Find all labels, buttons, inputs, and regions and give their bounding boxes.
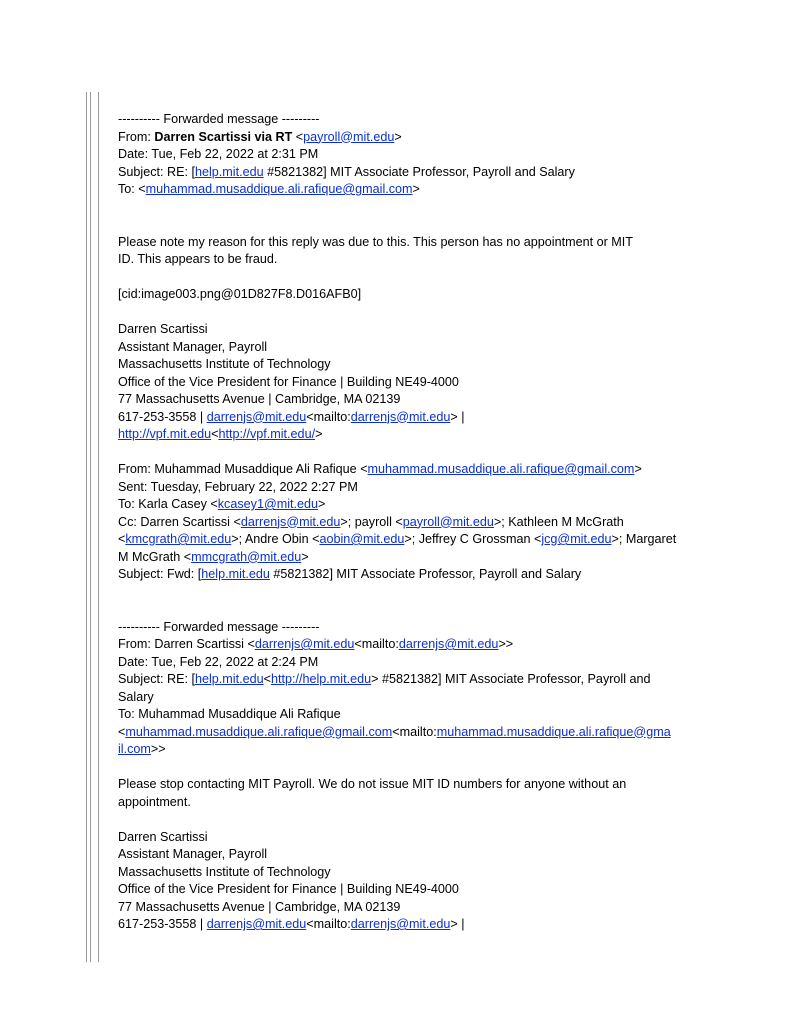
signature-office: Office of the Vice President for Finance | Building NE49-4000 <box>118 374 459 389</box>
sender-email-link[interactable]: muhammad.musaddique.ali.rafique@gmail.com <box>367 462 635 476</box>
cc-line: Cc: Darren Scartissi <darrenjs@mit.edu>; payroll <payroll@mit.edu>; Kathleen M McGrath <box>118 514 624 529</box>
signature-name: Darren Scartissi <box>118 322 208 336</box>
signature-contact: 617-253-3558 | darrenjs@mit.edu<mailto:darrenjs@mit.edu> | <box>118 917 465 931</box>
to-line: To: Muhammad Musaddique Ali Rafique <box>118 707 341 721</box>
help-link[interactable]: http://help.mit.edu <box>270 672 372 686</box>
recipient-email-link[interactable]: muhammad.musaddique.ali.rafique@gmail.com <box>145 182 413 196</box>
mailto-link[interactable]: darrenjs@mit.edu <box>350 917 451 931</box>
message-text: appointment. <box>118 794 191 809</box>
web-link[interactable]: http://vpf.mit.edu/ <box>218 427 316 441</box>
email-link[interactable]: darrenjs@mit.edu <box>206 409 307 424</box>
mailto-link[interactable]: muhammad.musaddique.ali.rafique@gma <box>436 724 671 739</box>
sent-line: Sent: Tuesday, February 22, 2022 2:27 PM <box>118 479 358 494</box>
to-line: To: <muhammad.musaddique.ali.rafique@gmail.com> <box>118 182 420 196</box>
cc-email-link[interactable]: kmcgrath@mit.edu <box>125 532 232 546</box>
subject-line: Subject: Fwd: [help.mit.edu #5821382] MIT Associate Professor, Payroll and Salary <box>118 567 582 581</box>
mailto-link[interactable]: il.com <box>118 742 151 756</box>
email-body <box>118 111 708 934</box>
signature-org: Massachusetts Institute of Technology <box>118 357 331 371</box>
date-line: Date: Tue, Feb 22, 2022 at 2:24 PM <box>118 654 319 669</box>
from-line: From: Darren Scartissi via RT <payroll@mit.edu> <box>118 129 402 144</box>
recipient-email-link[interactable]: muhammad.musaddique.ali.rafique@gmail.com <box>125 724 393 739</box>
mailto-link[interactable]: darrenjs@mit.edu <box>398 637 499 651</box>
subject-line: Salary <box>118 689 154 704</box>
help-link[interactable]: help.mit.edu <box>195 164 264 179</box>
web-link[interactable]: http://vpf.mit.edu <box>118 427 212 441</box>
quote-rule <box>86 92 87 962</box>
forward-separator: ---------- Forwarded message --------- <box>118 619 320 634</box>
to-line: il.com>> <box>118 742 166 756</box>
signature-office: Office of the Vice President for Finance | Building NE49-4000 <box>118 882 459 896</box>
message-text: ID. This appears to be fraud. <box>118 252 278 266</box>
cc-email-link[interactable]: mmcgrath@mit.edu <box>191 549 302 564</box>
signature-address: 77 Massachusetts Avenue | Cambridge, MA 02139 <box>118 392 401 406</box>
sender-email-link[interactable]: darrenjs@mit.edu <box>254 637 355 651</box>
quote-rule <box>98 92 99 962</box>
mailto-link[interactable]: darrenjs@mit.edu <box>350 409 451 424</box>
to-line: <muhammad.musaddique.ali.rafique@gmail.com<mailto:muhammad.musaddique.ali.rafique@gma <box>118 724 671 739</box>
signature-address: 77 Massachusetts Avenue | Cambridge, MA 02139 <box>118 899 401 914</box>
help-link[interactable]: help.mit.edu <box>201 567 270 581</box>
from-line: From: Muhammad Musaddique Ali Rafique <muhammad.musaddique.ali.rafique@gmail.com> <box>118 462 642 476</box>
message-text: Please note my reason for this reply was due to this. This person has no appointment or MIT <box>118 234 633 249</box>
from-line: From: Darren Scartissi <darrenjs@mit.edu<mailto:darrenjs@mit.edu>> <box>118 637 514 651</box>
subject-line: Subject: RE: [help.mit.edu<http://help.mit.edu> #5821382] MIT Associate Professor, Payroll and <box>118 672 651 686</box>
cc-email-link[interactable]: aobin@mit.edu <box>319 532 405 546</box>
signature-title: Assistant Manager, Payroll <box>118 339 268 354</box>
email-link[interactable]: darrenjs@mit.edu <box>206 917 307 931</box>
to-line: To: Karla Casey <kcasey1@mit.edu> <box>118 497 326 511</box>
signature-contact: 617-253-3558 | darrenjs@mit.edu<mailto:darrenjs@mit.edu> | <box>118 409 465 424</box>
forward-separator: ---------- Forwarded message --------- <box>118 112 320 126</box>
sender-name: Darren Scartissi via RT <box>154 129 293 144</box>
sender-email-link[interactable]: payroll@mit.edu <box>303 129 395 144</box>
cc-line: M McGrath <mmcgrath@mit.edu> <box>118 549 309 564</box>
cc-email-link[interactable]: payroll@mit.edu <box>402 514 494 529</box>
image-placeholder: [cid:image003.png@01D827F8.D016AFB0] <box>118 287 362 301</box>
signature-title: Assistant Manager, Payroll <box>118 847 268 861</box>
message-text: Please stop contacting MIT Payroll. We do not issue MIT ID numbers for anyone without an <box>118 777 627 791</box>
date-line: Date: Tue, Feb 22, 2022 at 2:31 PM <box>118 147 319 161</box>
quote-rule <box>90 92 91 962</box>
signature-web: http://vpf.mit.edu<http://vpf.mit.edu/> <box>118 427 323 441</box>
subject-line: Subject: RE: [help.mit.edu #5821382] MIT Associate Professor, Payroll and Salary <box>118 164 575 179</box>
recipient-email-link[interactable]: kcasey1@mit.edu <box>217 497 319 511</box>
cc-line: <kmcgrath@mit.edu>; Andre Obin <aobin@mit.edu>; Jeffrey C Grossman <jcg@mit.edu>; Margaret <box>118 532 677 546</box>
signature-name: Darren Scartissi <box>118 829 208 844</box>
cc-email-link[interactable]: darrenjs@mit.edu <box>240 514 341 529</box>
signature-org: Massachusetts Institute of Technology <box>118 864 331 879</box>
cc-email-link[interactable]: jcg@mit.edu <box>541 532 612 546</box>
help-link[interactable]: help.mit.edu <box>195 672 264 686</box>
